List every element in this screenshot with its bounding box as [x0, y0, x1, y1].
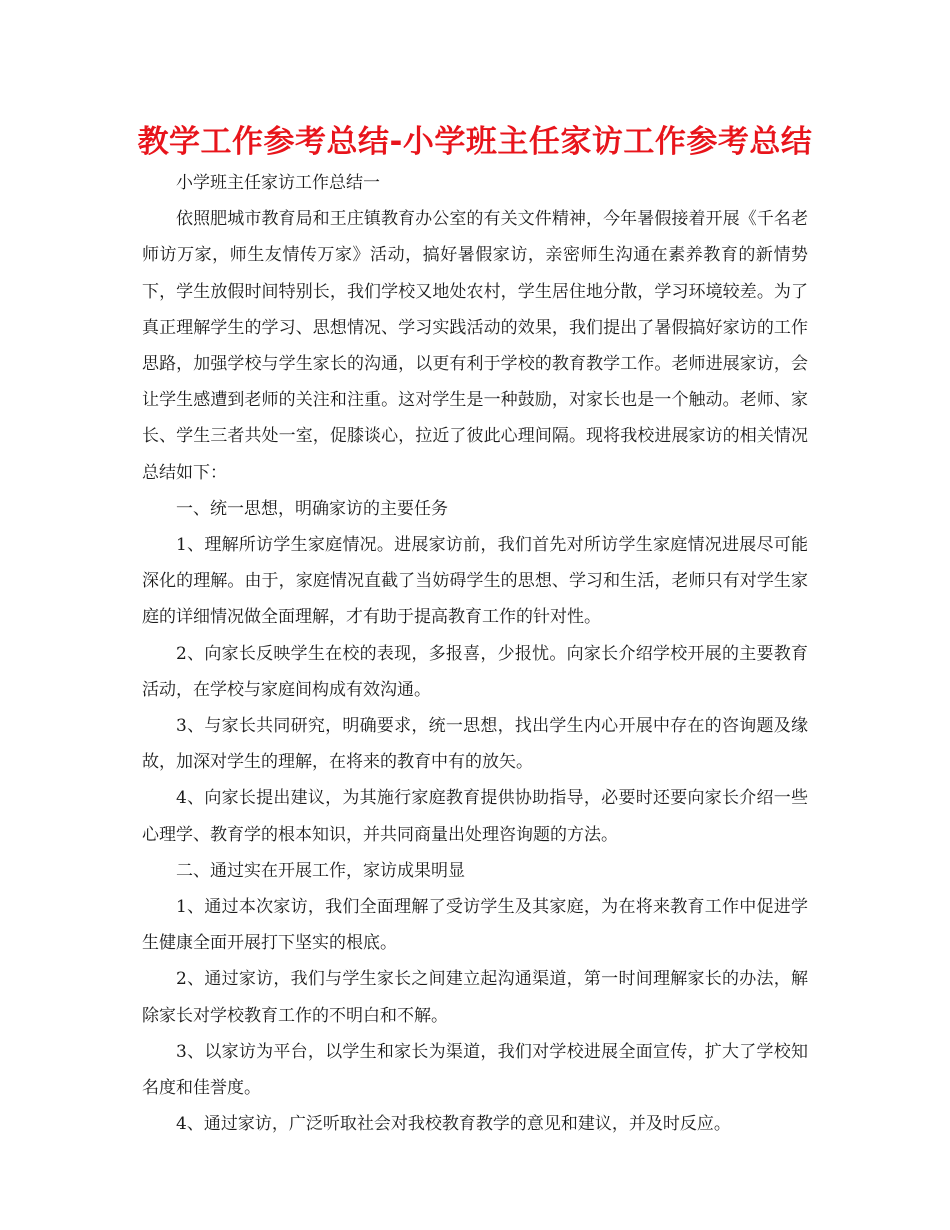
section-heading-2: 二、通过实在开展工作，家访成果明显: [176, 860, 465, 881]
paragraph-item: 4、通过家访，广泛听取社会对我校教育教学的意见和建议，并及时反应。: [176, 1114, 731, 1135]
section-heading-1: 一、统一思想，明确家访的主要任务: [176, 498, 448, 519]
paragraph-item: 3、与家长共同研究，明确要求，统一思想，找出学生内心开展中存在的咨询题及缘故，加深对学生的理解，在将来的教育中有的放矢。: [142, 716, 808, 773]
paragraph-item: 1、理解所访学生家庭情况。进展家访前，我们首先对所访学生家庭情况进展尽可能深化的理解。由于，家庭情况直截了当妨碍学生的思想、学习和生活，老师只有对学生家庭的详细情况做全面理解，才有助于提高教育工作的针对性。: [142, 535, 808, 628]
paragraph-intro: 依照肥城市教育局和王庄镇教育办公室的有关文件精神，今年暑假接着开展《千名老师访万家，师生友情传万家》活动，搞好暑假家访，亲密师生沟通在素养教育的新情势下，学生放假时间特别长，我们学校又地处农村，学生居住地分散，学习环境较差。为了真正理解学生的学习、思想情况、学习实践活动的效果，我们提出了暑假搞好家访的工作思路，加强学校与学生家长的沟通，以更有利于学校的教育教学工作。老师进展家访，会让学生感遭到老师的关注和注重。这对学生是一种鼓励，对家长也是一个触动。老师、家长、学生三者共处一室，促膝谈心，拉近了彼此心理间隔。现将我校进展家访的相关情况总结如下：: [142, 209, 808, 483]
paragraph-item: 4、向家长提出建议，为其施行家庭教育提供协助指导，必要时还要向家长介绍一些心理学、教育学的根本知识，并共同商量出处理咨询题的方法。: [142, 788, 808, 845]
document-title: 教学工作参考总结-小学班主任家访工作参考总结: [137, 124, 813, 160]
paragraph-item: 2、通过家访，我们与学生家长之间建立起沟通渠道，第一时间理解家长的办法，解除家长对学校教育工作的不明白和不解。: [142, 969, 808, 1026]
paragraph-item: 2、向家长反映学生在校的表现，多报喜，少报忧。向家长介绍学校开展的主要教育活动，在学校与家庭间构成有效沟通。: [142, 643, 808, 700]
document-body: [142, 165, 808, 1142]
document-subtitle: 小学班主任家访工作总结一: [176, 173, 380, 193]
paragraph-item: 1、通过本次家访，我们全面理解了受访学生及其家庭，为在将来教育工作中促进学生健康全面开展打下坚实的根底。: [142, 897, 808, 954]
paragraph-item: 3、以家访为平台，以学生和家长为渠道，我们对学校进展全面宣传，扩大了学校知名度和佳誉度。: [142, 1041, 808, 1099]
